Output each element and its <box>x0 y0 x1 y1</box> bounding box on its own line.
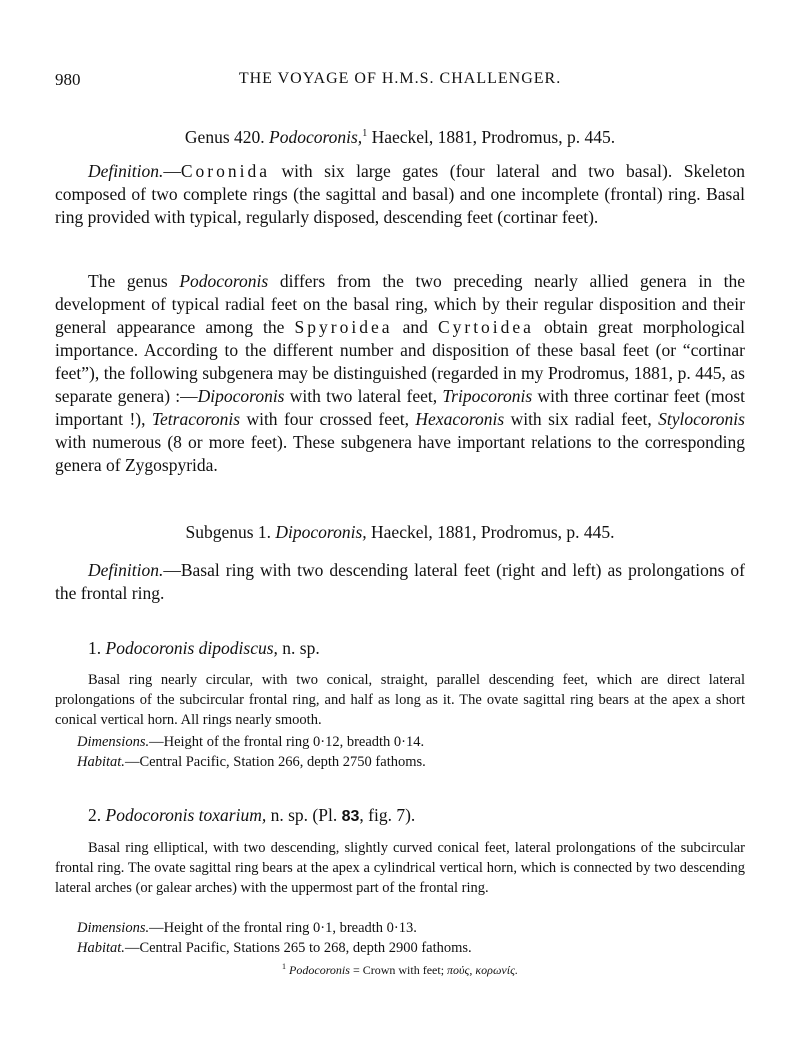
subgenus-definition: Definition.—Basal ring with two descending lateral feet (right and left) as prolongations of the frontal ring. <box>55 560 745 603</box>
page-header <box>55 70 745 92</box>
species-1-name: Podocoronis dipodiscus, <box>105 638 278 658</box>
species-2-habitat: Habitat.—Central Pacific, Stations 265 to 268, depth 2900 fathoms. <box>77 940 472 956</box>
running-title: THE VOYAGE OF H.M.S. CHALLENGER. <box>238 70 562 87</box>
species-2-name: Podocoronis toxarium, <box>105 805 267 825</box>
genus-name: Podocoronis, <box>269 126 363 147</box>
subgenus-name: Dipocoronis, <box>275 522 367 542</box>
species-1-heading: 1. Podocoronis dipodiscus, n. sp. <box>88 638 320 658</box>
genus-definition: Definition.—Coronida with six large gates (four lateral and two basal). Skeleton composed of two complete rings (the sagittal and basal) and one incomplete (frontal) ring. Basal ring provided with typical, regularly disposed, descending feet (cortinar feet). <box>55 161 745 227</box>
species-1-dimensions: Dimensions.—Height of the frontal ring 0·12, breadth 0·14. <box>77 734 425 750</box>
definition-label: Definition. <box>88 161 164 181</box>
subgenus-heading: Subgenus 1. Dipocoronis, Haeckel, 1881, Prodromus, p. 445. <box>185 522 615 542</box>
group-name: Coronida <box>180 161 270 181</box>
footnote: $^1$ Podocoronis = Crown with feet; πούς, κορωνίς. <box>282 962 518 977</box>
genus-heading: Genus 420. Podocoronis,$^1$ Haeckel, 1881, Prodromus, p. 445. <box>184 126 616 147</box>
species-2-heading: 2. Podocoronis toxarium, n. sp. (Pl. 83, fig. 7). <box>88 805 416 825</box>
species-2-description: Basal ring elliptical, with two descending, slightly curved conical feet, lateral prolongations of the subcircular frontal ring. The ovate sagittal ring bears at the apex a cylindrical vertical horn, which is connected by two descending lateral arches (or galear arches) with the uppermost part of the frontal ring. <box>55 840 745 896</box>
footnote-mark: 1 <box>362 128 368 139</box>
species-1-habitat: Habitat.—Central Pacific, Station 266, depth 2750 fathoms. <box>77 754 426 770</box>
genus-discussion: The genus Podocoronis differs from the two preceding nearly allied genera in the development of typical radial feet on the basal ring, which by their regular disposition and their general appearance among the Spyroidea and Cyrtoidea obtain great morphological importance. According to the different number and disposition of these basal feet (or “cortinar feet”), the following subgenera may be distinguished (regarded in my Prodromus, 1881, p. 445, as separate genera) :—Dipocoronis with two lateral feet, Tripocoronis with three cortinar feet (most important !), Tetracoronis with four crossed feet, Hexacoronis with six radial feet, Stylocoronis with numerous (8 or more feet). These subgenera have important relations to the corresponding genera of Zygospyrida. <box>55 271 746 475</box>
plate-number: 83 <box>341 808 360 825</box>
species-2-dimensions: Dimensions.—Height of the frontal ring 0·1, breadth 0·13. <box>77 920 417 936</box>
page-number: 980 <box>55 70 81 89</box>
species-1-description: Basal ring nearly circular, with two conical, straight, parallel descending feet, which are direct lateral prolongations of the subcircular frontal ring, and half as long as it. The ovate sagittal ring bears at the apex a short conical vertical horn. All rings nearly smooth. <box>55 672 745 728</box>
